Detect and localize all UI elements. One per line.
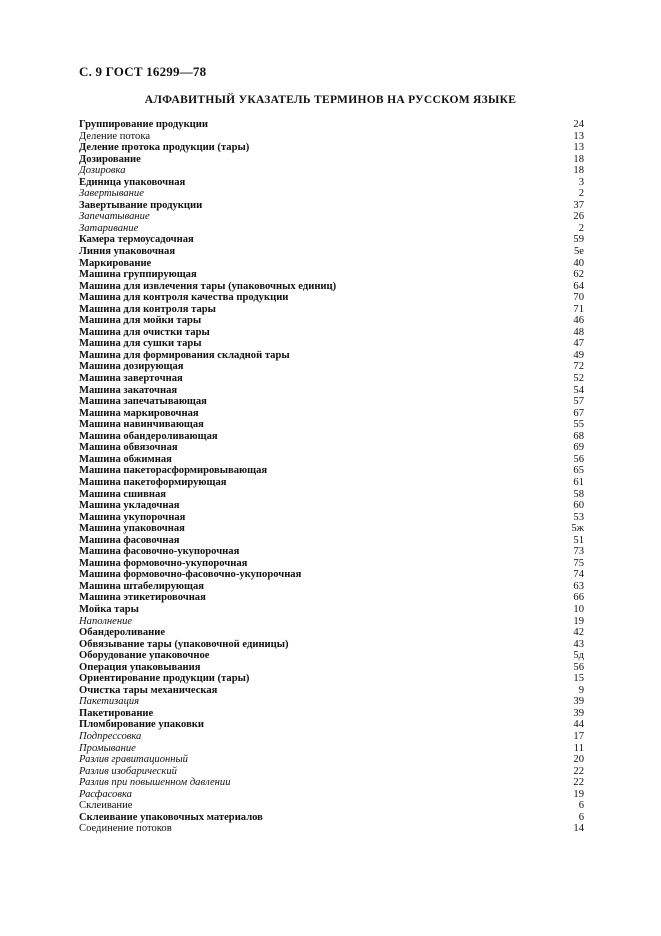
index-term: Единица упаковочная (79, 176, 186, 188)
index-term: Машина обжимная (79, 453, 172, 465)
index-term: Машина маркировочная (79, 407, 199, 419)
index-term: Дозирование (79, 153, 141, 165)
index-term-number: 69 (573, 442, 584, 454)
index-entry (79, 234, 584, 246)
index-entry (79, 304, 584, 316)
index-entry (79, 292, 584, 304)
index-term: Машина для контроля качества продукции (79, 292, 289, 304)
index-term: Машина для очистки тары (79, 326, 210, 338)
index-term: Машина обвязочная (79, 442, 178, 454)
index-term-number: 68 (573, 430, 584, 442)
index-term-number: 55 (573, 419, 584, 431)
index-entry (79, 719, 584, 731)
index-term: Машина для сушки тары (79, 338, 202, 350)
index-term: Машина сшивная (79, 488, 166, 500)
index-entry (79, 211, 584, 223)
index-term-number: 62 (573, 269, 584, 281)
index-term: Машина пакетоформирующая (79, 476, 227, 488)
index-entry (79, 731, 584, 743)
index-term: Разлив при повышенном давлении (79, 777, 231, 789)
index-term-number: 2 (578, 188, 584, 200)
index-term: Дозировка (79, 165, 126, 177)
index-entry (79, 408, 584, 420)
index-entry (79, 258, 584, 270)
index-term-number: 17 (573, 730, 584, 742)
index-entry (79, 281, 584, 293)
index-entry (79, 754, 584, 766)
index-term: Затаривание (79, 222, 139, 234)
index-term-number: 46 (573, 315, 584, 327)
index-entry (79, 639, 584, 651)
index-title: АЛФАВИТНЫЙ УКАЗАТЕЛЬ ТЕРМИНОВ НА РУССКОМ ЯЗЫКЕ (144, 94, 517, 106)
index-term: Линия упаковочная (79, 246, 176, 258)
index-entry (79, 338, 584, 350)
index-term-number: 22 (573, 765, 584, 777)
index-term-number: 56 (573, 661, 584, 673)
index-term-number: 15 (573, 673, 584, 685)
index-entry (79, 131, 584, 143)
index-entry (79, 119, 584, 131)
index-entry (79, 696, 584, 708)
index-entry (79, 673, 584, 685)
index-term-number: 49 (573, 349, 584, 361)
index-term: Расфасовка (79, 788, 132, 800)
index-term-number: 71 (573, 303, 584, 315)
index-entry (79, 454, 584, 466)
index-entry (79, 246, 584, 258)
index-term-number: 42 (573, 627, 584, 639)
index-term-number: 63 (573, 580, 584, 592)
index-term-number: 5ж (571, 523, 584, 535)
index-term: Разлив изобарический (79, 765, 177, 777)
index-term-number: 39 (573, 707, 584, 719)
index-entry (79, 512, 584, 524)
index-term: Склеивание (79, 800, 133, 812)
index-term-number: 3 (578, 176, 584, 188)
index-entry (79, 350, 584, 362)
index-entry (79, 489, 584, 501)
index-term-number: 64 (573, 280, 584, 292)
index-term: Машина закаточная (79, 384, 178, 396)
index-term: Группирование продукции (79, 119, 208, 130)
index-term: Оборудование упаковочное (79, 650, 210, 662)
index-term-number: 19 (573, 788, 584, 800)
index-term: Пакетирование (79, 707, 154, 719)
index-entry (79, 569, 584, 581)
index-term: Склеивание упаковочных материалов (79, 811, 263, 823)
index-term: Ориентирование продукции (тары) (79, 673, 250, 685)
index-term: Соединение потоков (79, 823, 172, 835)
index-term: Машина формовочно-фасовочно-укупорочная (79, 569, 302, 581)
index-entry (79, 789, 584, 801)
index-term: Деление протока продукции (тары) (79, 142, 250, 154)
index-term-number: 40 (573, 257, 584, 269)
index-term: Машина для мойки тары (79, 315, 202, 327)
index-entry (79, 777, 584, 789)
index-term-number: 18 (573, 153, 584, 165)
index-entry (79, 535, 584, 547)
index-term-number: 20 (573, 754, 584, 766)
index-entry (79, 766, 584, 778)
index-term: Машина этикетировочная (79, 592, 206, 604)
index-term: Машина штабелирующая (79, 580, 204, 592)
index-entry (79, 419, 584, 431)
index-term-number: 5д (573, 650, 584, 662)
index-term: Пломбирование упаковки (79, 719, 205, 731)
index-term: Завертывание продукции (79, 199, 203, 211)
index-entry (79, 373, 584, 385)
index-term-number: 44 (573, 719, 584, 731)
index-entry (79, 154, 584, 166)
index-term-number: 2 (578, 222, 584, 234)
index-term: Наполнение (79, 615, 133, 627)
index-term-number: 67 (573, 407, 584, 419)
index-entry (79, 188, 584, 200)
index-entry (79, 385, 584, 397)
index-term-number: 47 (573, 338, 584, 350)
index-entry (79, 465, 584, 477)
index-term-number: 9 (578, 684, 584, 696)
index-term-number: 75 (573, 557, 584, 569)
index-term-number: 5е (574, 246, 584, 258)
index-entry (79, 442, 584, 454)
index-term-number: 59 (573, 234, 584, 246)
index-term: Машина для извлечения тары (упаковочных единиц) (79, 280, 337, 292)
index-term-number: 72 (573, 361, 584, 373)
index-term: Машина укупорочная (79, 511, 186, 523)
index-entry (79, 604, 584, 616)
index-term: Промывание (79, 742, 136, 754)
index-term-number: 6 (578, 800, 584, 812)
index-term: Камера термоусадочная (79, 234, 194, 246)
index-term: Машина навинчивающая (79, 419, 204, 431)
index-term-number: 43 (573, 638, 584, 650)
index-term: Машина пакеторасформировывающая (79, 465, 268, 477)
index-term: Подпрессовка (79, 730, 142, 742)
index-term: Машина формовочно-укупорочная (79, 557, 248, 569)
index-term: Маркирование (79, 257, 152, 269)
index-entry (79, 650, 584, 662)
index-entry (79, 812, 584, 824)
index-term: Пакетизация (79, 696, 140, 708)
index-entry (79, 708, 584, 720)
index-entry (79, 662, 584, 674)
index-term-number: 51 (573, 534, 584, 546)
index-entry (79, 315, 584, 327)
index-term-number: 54 (573, 384, 584, 396)
index-entry (79, 616, 584, 628)
index-entry (79, 546, 584, 558)
index-term-number: 37 (573, 199, 584, 211)
index-term-number: 70 (573, 292, 584, 304)
index-entry (79, 269, 584, 281)
index-term-number: 53 (573, 511, 584, 523)
index-entry (79, 743, 584, 755)
index-term-number: 22 (573, 777, 584, 789)
index-term-number: 65 (573, 465, 584, 477)
index-term: Деление потока (79, 130, 151, 142)
index-term: Машина фасовочно-укупорочная (79, 546, 240, 558)
index-term: Машина упаковочная (79, 523, 185, 535)
index-term-number: 66 (573, 592, 584, 604)
index-term-number: 26 (573, 211, 584, 223)
index-term-number: 18 (573, 165, 584, 177)
index-term-number: 13 (573, 142, 584, 154)
index-term: Очистка тары механическая (79, 684, 218, 696)
index-term-number: 39 (573, 696, 584, 708)
index-term: Машина группирующая (79, 269, 197, 281)
index-term-number: 74 (573, 569, 584, 581)
index-term: Обвязывание тары (упаковочной единицы) (79, 638, 289, 650)
index-entry (79, 685, 584, 697)
index-entry (79, 200, 584, 212)
index-term: Машина укладочная (79, 500, 180, 512)
index-term: Разлив гравитационный (79, 754, 188, 766)
index-entry (79, 431, 584, 443)
index-term-number: 60 (573, 500, 584, 512)
index-entry (79, 477, 584, 489)
index-term-number: 19 (573, 615, 584, 627)
index-entry (79, 823, 584, 835)
index-term-number: 73 (573, 546, 584, 558)
index-term-number: 61 (573, 476, 584, 488)
index-term-number: 57 (573, 396, 584, 408)
index-entry (79, 500, 584, 512)
index-term-number: 56 (573, 453, 584, 465)
term-index (79, 119, 584, 835)
index-entry (79, 327, 584, 339)
index-term-number: 14 (573, 823, 584, 835)
index-entry (79, 558, 584, 570)
index-term: Машина фасовочная (79, 534, 180, 546)
index-term: Машина для формирования складной тары (79, 349, 290, 361)
index-term-number: 13 (573, 130, 584, 142)
index-entry (79, 581, 584, 593)
index-term: Завертывание (79, 188, 144, 200)
index-term: Машина запечатывающая (79, 396, 207, 408)
index-term: Обандероливание (79, 627, 166, 639)
index-entry (79, 627, 584, 639)
index-entry (79, 800, 584, 812)
index-term: Операция упаковывания (79, 661, 201, 673)
index-term: Запечатывание (79, 211, 150, 223)
index-term-number: 52 (573, 373, 584, 385)
index-term: Машина дозирующая (79, 361, 184, 373)
index-entry (79, 142, 584, 154)
index-term-number: 11 (573, 742, 584, 754)
index-term-number: 10 (573, 603, 584, 615)
index-term: Машина для контроля тары (79, 303, 216, 315)
page-header: С. 9 ГОСТ 16299—78 (79, 64, 207, 79)
index-entry (79, 177, 584, 189)
index-entry (79, 361, 584, 373)
index-term-number: 24 (573, 119, 584, 130)
index-term-number: 48 (573, 326, 584, 338)
index-term: Машина завертoчная (79, 373, 183, 385)
index-term: Машина обандероливающая (79, 430, 218, 442)
index-entry (79, 396, 584, 408)
index-entry (79, 592, 584, 604)
index-entry (79, 523, 584, 535)
index-entry (79, 223, 584, 235)
index-term-number: 58 (573, 488, 584, 500)
index-term: Мойка тары (79, 603, 139, 615)
index-entry (79, 165, 584, 177)
index-term-number: 6 (578, 811, 584, 823)
